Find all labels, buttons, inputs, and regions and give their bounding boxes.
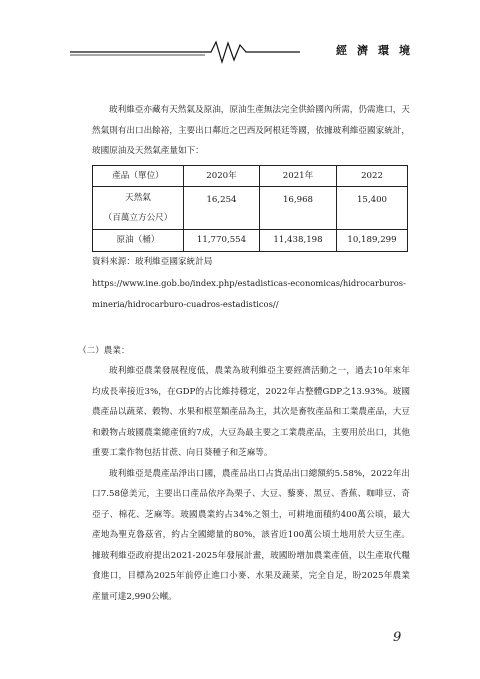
row-label-line: 天然氣 — [125, 193, 151, 203]
source-url: https://www.ine.gob.bo/index.php/estadisticas-economicas/hidrocarburos-mineria/hidrocarburo-cuadros-estadisticos// — [92, 277, 406, 309]
body-paragraph: 玻利維亞農業發展程度低，農業為玻利維亞主要經濟活動之一，過去10年來年均成長率接近3%，在GDP的占比維持穩定，2022年占整體GDP之13.93%。玻國農產品以蔬菜、穀物、水果和根莖類產品為主，其次是畜牧產品和工業農產品，大豆和穀物占玻國農業總產值約7成，大豆為最主要之工業農產品，主要用於出口，其他重要工業作物包括甘蔗、向日葵種子和芝麻等。 — [92, 366, 410, 458]
table-row — [93, 187, 408, 230]
table-cell-label — [93, 187, 184, 230]
table-header: 2021年 — [260, 165, 337, 187]
main-content — [78, 100, 410, 607]
page-header — [70, 40, 420, 64]
intro-paragraph: 玻利維亞亦藏有天然氣及原油，原油生產無法完全供給國內所需，仍需進口，天然氣則有出口出餘裕，主要出口鄰近之巴西及阿根廷等國，依據玻利維亞國家統計，玻國原油及天然氣產量如下： — [92, 105, 410, 156]
row-label-line: （百萬立方公尺） — [103, 213, 173, 223]
header-title: 經濟環境 — [336, 44, 420, 57]
table-cell-label: 原油（桶） — [93, 230, 184, 252]
page-number: 9 — [393, 630, 402, 645]
table-cell: 11,438,198 — [260, 230, 337, 252]
table-header: 2020年 — [184, 165, 260, 187]
source-note: 資料來源：玻利維亞國家統計局 — [92, 256, 213, 267]
table-row — [93, 230, 408, 252]
table-cell: 11,770,554 — [184, 230, 260, 252]
production-table — [92, 165, 408, 252]
table-header: 2022 — [337, 165, 408, 187]
section-title: （二）農業： — [78, 345, 130, 356]
table-header-row — [93, 165, 408, 187]
body-paragraph: 玻利維亞是農產品淨出口國，農產品出口占貨品出口總額約5.58%，2022年出口7.58億美元，主要出口產品依序為栗子、大豆、藜麥、黑豆、香蕉、咖啡豆、奇亞子、棉花、芝麻等。玻國農業約占34%之領土，可耕地面積約400萬公頃，最大產地為聖克魯茲省，約占全國總量的80%，該省近100萬公頃土地用於大豆生產。據玻利維亞政府提出2021-2025年發展計畫，玻國盼增加農業產值，以生產取代糧食進口，目標為2025年前停止進口小麥、水果及蔬菜，完全自足，盼2025年農業產量可達2,990公噸。 — [92, 468, 410, 602]
table-cell: 16,254 — [184, 187, 260, 230]
table-cell: 16,968 — [260, 187, 337, 230]
table-cell: 10,189,299 — [337, 230, 408, 252]
table-cell: 15,400 — [337, 187, 408, 230]
table-header: 產品（單位） — [93, 165, 184, 187]
